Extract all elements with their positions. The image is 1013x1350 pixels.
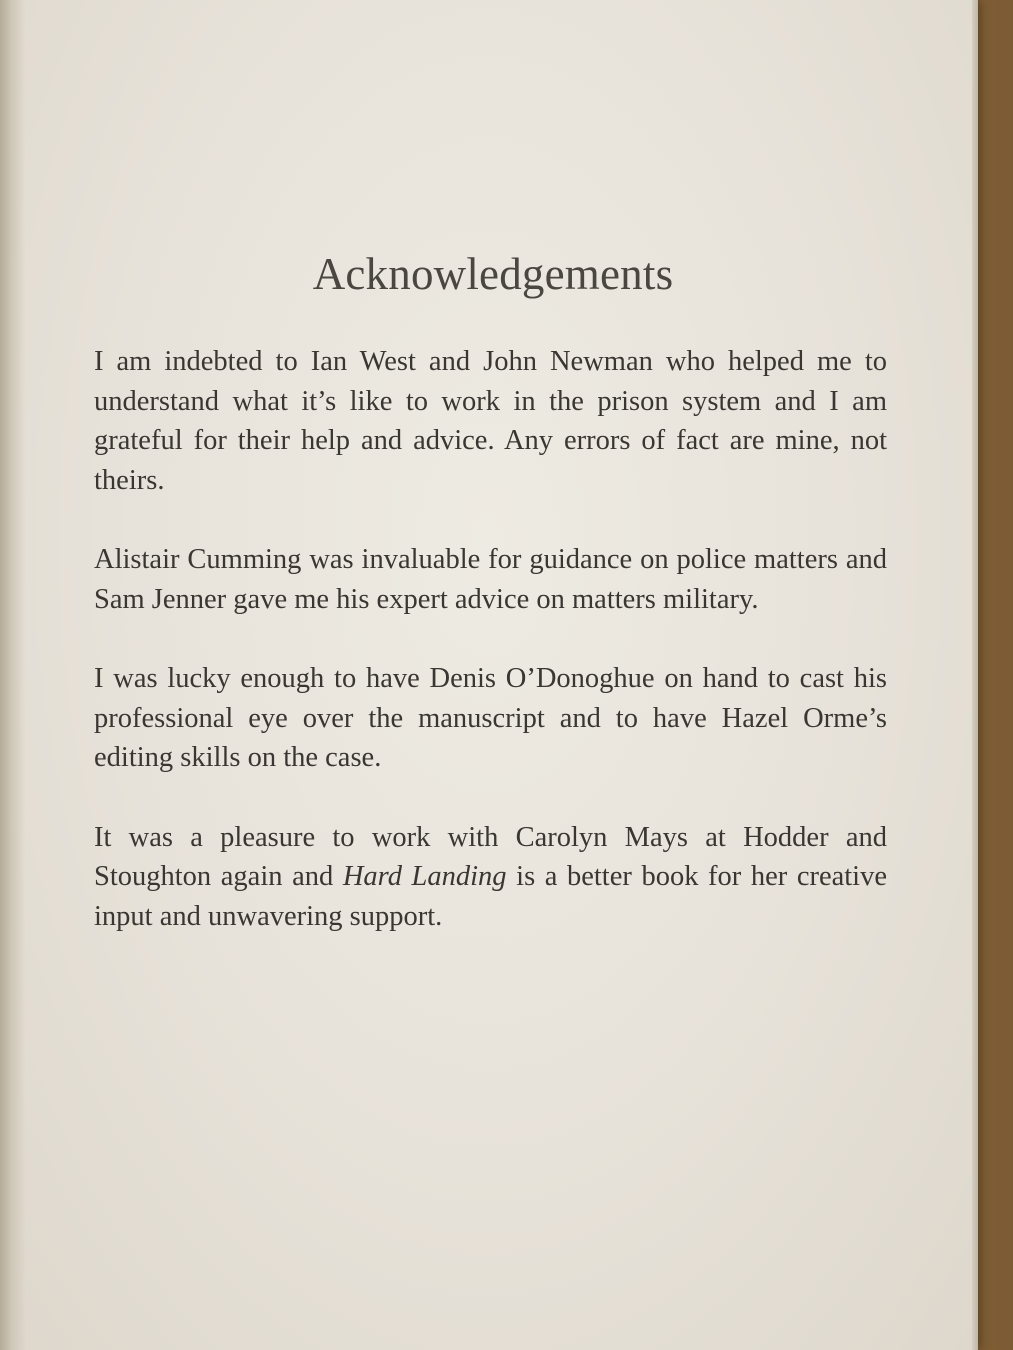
paragraph-1: I am indebted to Ian West and John Newman who helped me to understand what it’s like to work in the prison system and I am grateful for their help and advice. Any errors of fact are mine, not theirs. xyxy=(94,346,887,496)
paragraph-3: I was lucky enough to have Denis O’Donoghue on hand to cast his professional eye over the manuscript and to have Hazel Orme’s editing skills on the case. xyxy=(94,663,887,773)
page-gutter-shadow xyxy=(0,0,26,1350)
paragraph-2: Alistair Cumming was invaluable for guidance on police matters and Sam Jenner gave me his expert advice on matters military. xyxy=(94,544,887,615)
acknowledgements-body xyxy=(94,342,887,976)
page-edge xyxy=(972,0,978,1350)
paragraph-4 xyxy=(94,818,887,937)
book-title-italic: Hard Landing xyxy=(342,861,507,892)
paragraph-4-text-after: is a better book for her creative input and unwavering support. xyxy=(94,861,888,932)
paragraph-4-text-before: It was a pleasure to work with Carolyn Mays at Hodder and Stoughton again and xyxy=(94,821,887,892)
page-title: Acknowledgements xyxy=(312,249,674,299)
